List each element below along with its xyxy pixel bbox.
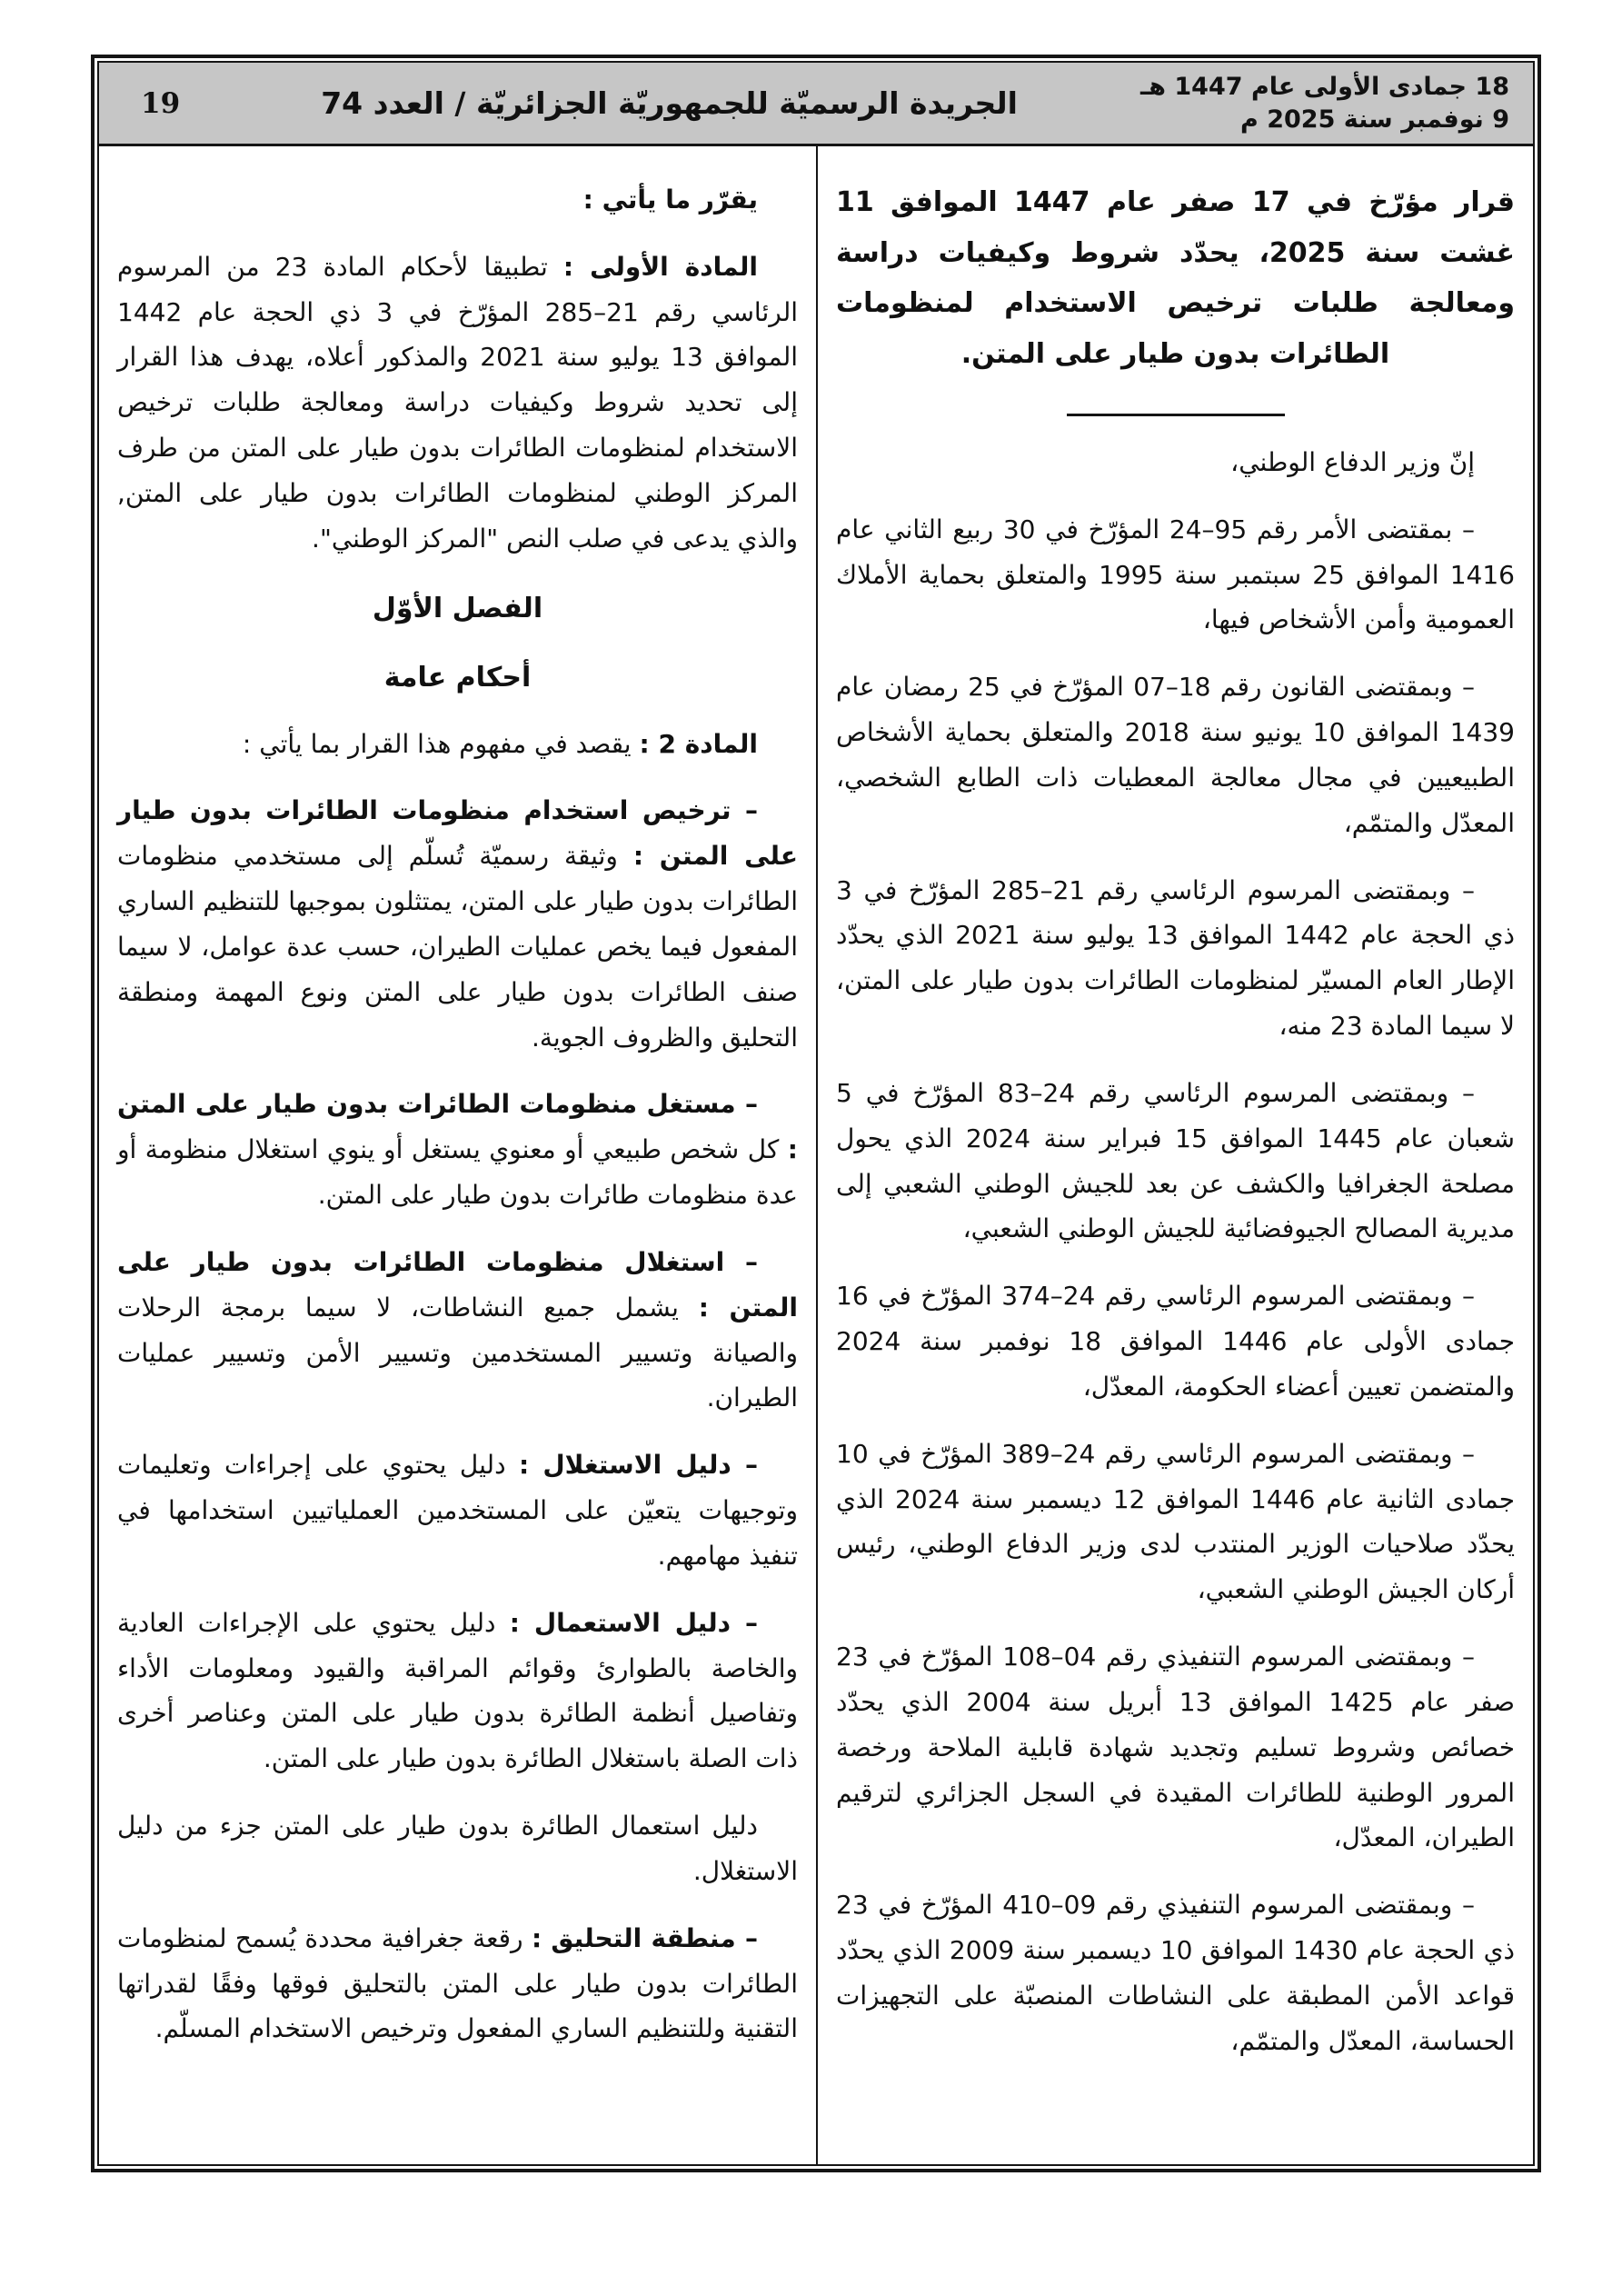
gazette-header — [99, 63, 1533, 146]
minister-intro: إنّ وزير الدفاع الوطني، — [1230, 447, 1475, 477]
definition-term: – استغلال منظومات الطائرات بدون طيار على المتن : — [117, 1246, 798, 1323]
definition-term: – دليل الاستغلال : — [518, 1450, 758, 1481]
column-right — [816, 146, 1533, 2164]
visa-item: – وبمقتضى المرسوم الرئاسي رقم 21–285 المؤرّخ في 3 ذي الحجة عام 1442 الموافق 13 يوليو سنة 2021 الذي يحدّد الإطار العام المسيّر لمنظومات الطائرات بدون طيار على المتن، لا سيما المادة 23 منه، — [836, 874, 1516, 1042]
definition-item — [117, 1601, 798, 1782]
article-2 — [117, 722, 798, 767]
definition-item — [117, 788, 798, 1060]
journal-title: الجريدة الرسميّة للجمهوريّة الجزائريّة / العدد 74 — [321, 85, 1018, 121]
definition-text: دليل يحتوي على الإجراءات العادية والخاصة بالطوارئ وقوائم المراقبة والقيود ومعلومات الأداء وتفاصيل أنظمة الطائرة بدون طيار على المتن وعناصر أخرى ذات الصلة باستغلال الطائرة بدون طيار على المتن. — [117, 1607, 798, 1774]
article-1-label: المادة الأولى : — [562, 251, 759, 282]
visa-item: – وبمقتضى المرسوم الرئاسي رقم 24–374 المؤرّخ في 16 جمادى الأولى عام 1446 الموافق 18 نوفمبر سنة 2024 والمتضمن تعيين أعضاء الحكومة، المعدّل، — [836, 1281, 1516, 1402]
chapter-subheading: أحكام عامة — [383, 661, 532, 694]
decree-line: يقرّر ما يأتي : — [582, 185, 758, 215]
definition-item — [117, 1240, 798, 1421]
article-1 — [117, 245, 798, 562]
definition-text: دليل يحتوي على إجراءات وتعليمات وتوجيهات يتعيّن على المستخدمين العملياتيين استخدامها في تنفيذ مهامهم. — [117, 1450, 798, 1571]
article-2-text: يقصد في مفهوم هذا القرار بما يأتي : — [242, 728, 632, 759]
chapter-heading: الفصل الأوّل — [372, 592, 543, 624]
definition-term: – ترخيص استخدام منظومات الطائرات بدون طيار على المتن : — [117, 795, 798, 872]
definition-item — [117, 1442, 798, 1578]
date-hijri: 18 جمادى الأولى عام 1447 هـ — [1140, 73, 1509, 102]
definition-text: يشمل جميع النشاطات، لا سيما برمجة الرحلات والصيانة وتسيير المستخدمين وتسيير الأمن وتسيير عمليات الطيران. — [117, 1292, 798, 1413]
separator-rule — [1067, 414, 1285, 416]
page-frame — [91, 55, 1541, 2172]
definition-item — [117, 1916, 798, 2051]
date-gregorian: 9 نوفمبر سنة 2025 م — [1240, 105, 1509, 134]
visa-item: – وبمقتضى المرسوم التنفيذي رقم 04–108 المؤرّخ في 23 صفر عام 1425 الموافق 13 أبريل سنة 2004 الذي يحدّد خصائص وشروط تسليم وتجديد شهادة قابلية الملاحة ورخصة المرور الوطنية للطائرات المقيدة في السجل الجزائري لترقيم الطيران، المعدّل، — [836, 1642, 1516, 1853]
definition-term: – دليل الاستعمال : — [509, 1607, 759, 1638]
visa-item: – بمقتضى الأمر رقم 95–24 المؤرّخ في 30 ربيع الثاني عام 1416 الموافق 25 سبتمبر سنة 1995 والمتعلق بحماية الأملاك العمومية وأمن الأشخاص فيها، — [836, 514, 1515, 635]
definition-item — [117, 1082, 798, 1217]
definition-term: – منطقة التحليق : — [531, 1922, 758, 1953]
definition-term: – مستغل منظومات الطائرات بدون طيار على المتن : — [117, 1089, 798, 1165]
visa-item: – وبمقتضى المرسوم الرئاسي رقم 24–389 المؤرّخ في 10 جمادى الثانية عام 1446 الموافق 12 ديسمبر سنة 2024 الذي يحدّد صلاحيات الوزير المنتدب لدى وزير الدفاع الوطني، رئيس أركان الجيش الوطني الشعبي، — [836, 1438, 1516, 1605]
issue-dates — [1140, 71, 1533, 135]
page-frame-inner — [97, 61, 1535, 2166]
usage-manual-note: دليل استعمال الطائرة بدون طيار على المتن جزء من دليل الاستغلال. — [117, 1811, 798, 1886]
article-1-text: تطبيقا لأحكام المادة 23 من المرسوم الرئاسي رقم 21–285 المؤرّخ في 3 ذي الحجة عام 1442 الموافق 13 يوليو سنة 2021 والمذكور أعلاه، يهدف هذا القرار إلى تحديد شروط وكيفيات دراسة ومعالجة طلبات ترخيص الاستخدام لمنظومات الطائرات بدون طيار على المتن من طرف المركز الوطني لمنظومات الطائرات بدون طيار على المتن, والذي يدعى في صلب النص "المركز الوطني". — [117, 251, 799, 554]
definition-text: كل شخص طبيعي أو معنوي يستغل أو ينوي استغلال منظومة أو عدة منظومات طائرات بدون طيار على المتن. — [117, 1134, 798, 1211]
visa-item: – وبمقتضى القانون رقم 18–07 المؤرّخ في 25 رمضان عام 1439 الموافق 10 يونيو سنة 2018 والمتعلق بحماية الأشخاص الطبيعيين في مجال معالجة المعطيات ذات الطابع الشخصي، المعدّل والمتمّم، — [836, 672, 1515, 838]
page-number: 19 — [141, 86, 181, 120]
column-left — [99, 146, 816, 2164]
definition-text: رقعة جغرافية محددة يُسمح لمنظومات الطائرات بدون طيار على المتن بالتحليق فوقها وفقًا لقدراتها التقنية وللتنظيم الساري المفعول وترخيص الاستخدام المسلّم. — [117, 1922, 798, 2044]
decree-title: قرار مؤرّخ في 17 صفر عام 1447 الموافق 11 غشت سنة 2025، يحدّد شروط وكيفيات دراسة ومعالجة طلبات ترخيص الاستخدام لمنظومات الطائرات بدون طيار على المتن. — [836, 186, 1515, 370]
text-columns — [99, 146, 1533, 2164]
definition-text: وثيقة رسميّة تُسلّم إلى مستخدمي منظومات الطائرات بدون طيار على المتن، يمتثلون بموجبها للتنظيم الساري المفعول فيما يخص عمليات الطيران، حسب عدة عوامل، لا سيما صنف الطائرات بدون طيار على المتن ونوع المهمة ومنطقة التحليق والظروف الجوية. — [117, 841, 798, 1053]
visa-item: – وبمقتضى المرسوم التنفيذي رقم 09–410 المؤرّخ في 23 ذي الحجة عام 1430 الموافق 10 ديسمبر سنة 2009 الذي يحدّد قواعد الأمن المطبقة على النشاطات المنصبّة على التجهيزات الحساسة، المعدّل والمتمّم، — [836, 1890, 1515, 2056]
article-2-label: المادة 2 : — [639, 728, 758, 759]
visa-item: – وبمقتضى المرسوم الرئاسي رقم 24–83 المؤرّخ في 5 شعبان عام 1445 الموافق 15 فبراير سنة 2024 الذي يحول مصلحة الجغرافيا والكشف عن بعد للجيش الوطني الشعبي إلى مديرية المصالح الجيوفضائية للجيش الوطني الشعبي، — [836, 1077, 1516, 1244]
